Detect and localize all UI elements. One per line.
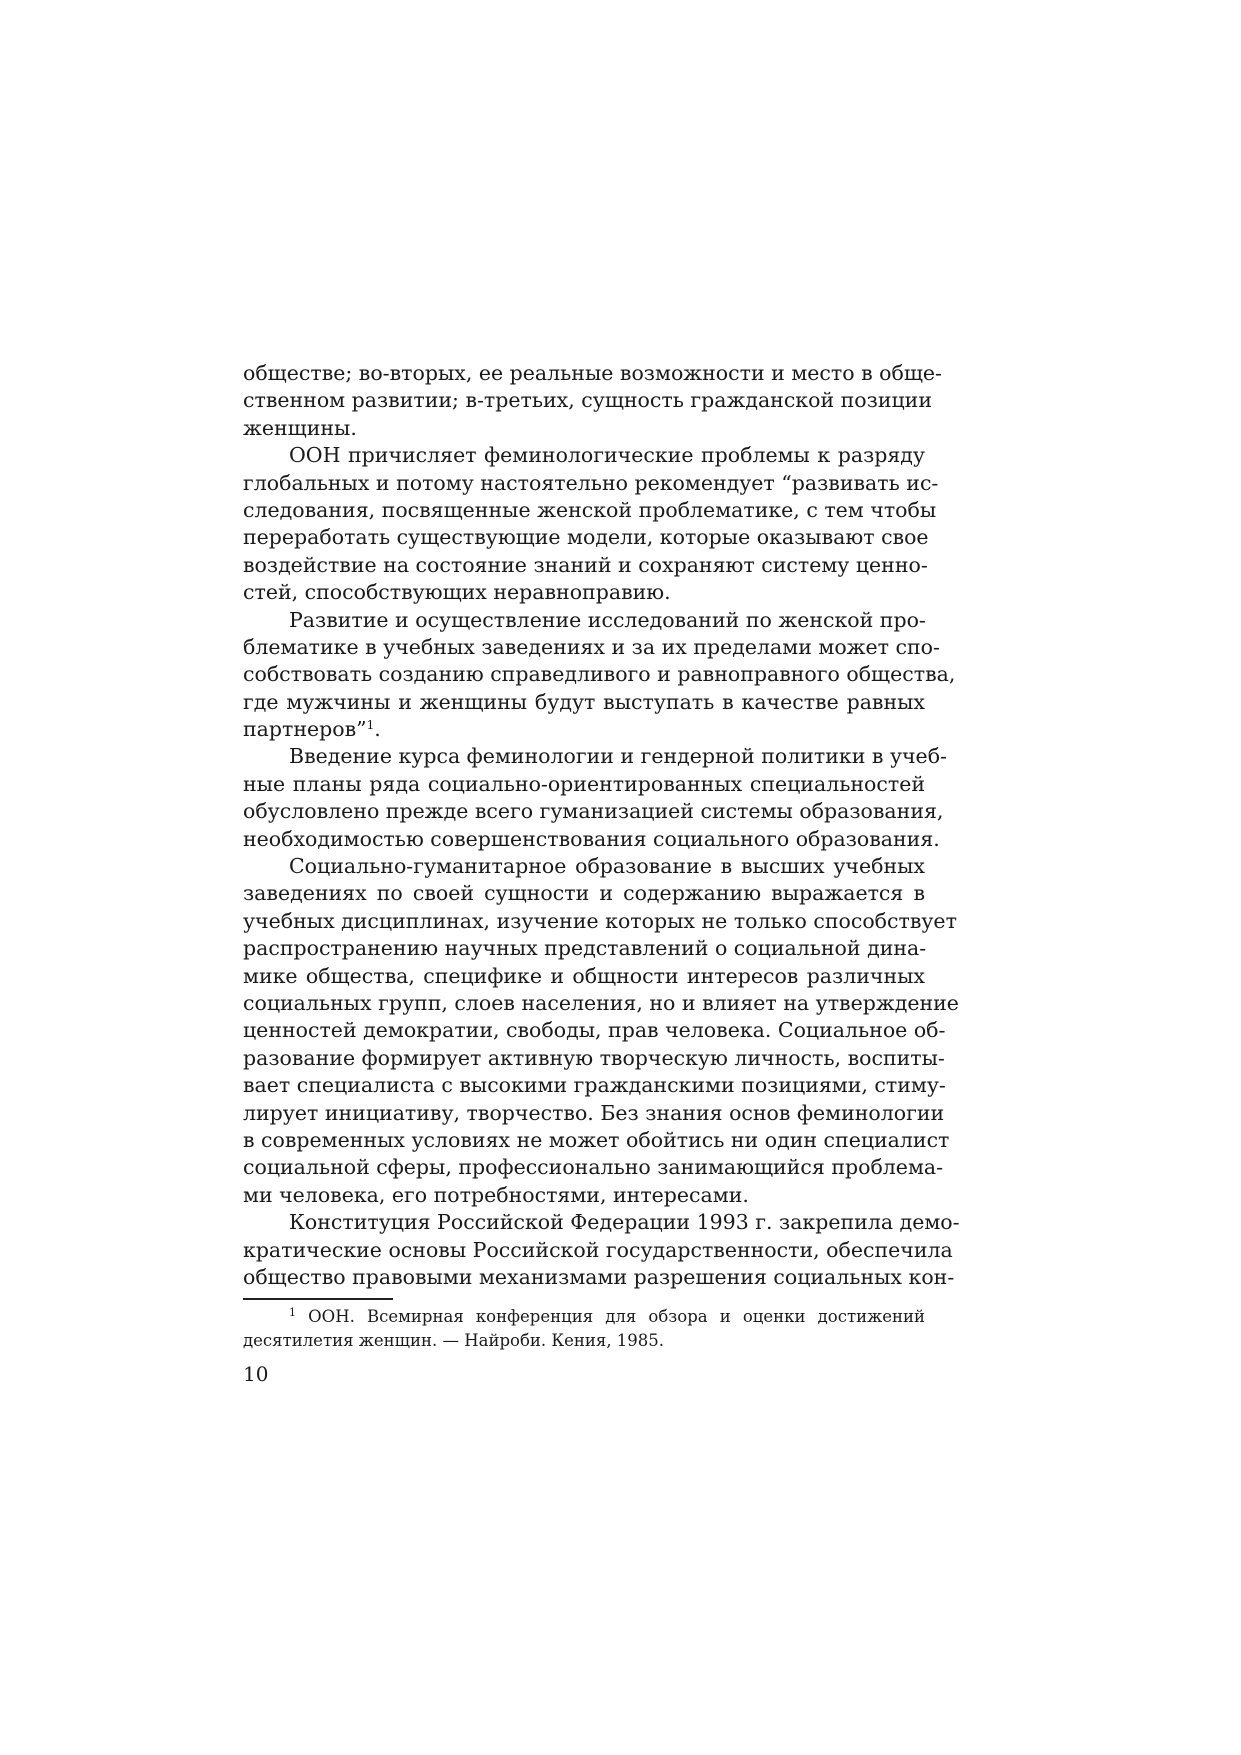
page-number: 10 — [243, 1362, 269, 1386]
footnote — [243, 1305, 925, 1353]
text-line: воздействие на состояние знаний и сохраняют систему ценно- — [243, 552, 928, 577]
text-line: общество правовыми механизмами разрешения социальных кон- — [243, 1264, 955, 1289]
text-line: собствовать созданию справедливого и равноправного общества, — [243, 662, 956, 687]
text-line: разование формирует активную творческую личность, воспиты- — [243, 1045, 945, 1070]
text-line: социальных групп, слоев населения, но и влияет на утверждение — [243, 990, 959, 1015]
text-line: заведениях по своей сущности и содержанию выражается в — [243, 881, 925, 906]
text-line-content: партнеров” — [243, 717, 367, 742]
text-line: ные планы ряда социально-ориентированных специальностей — [243, 771, 925, 796]
text-line: где мужчины и женщины будут выступать в качестве равных — [243, 689, 925, 714]
text-line: обусловлено прежде всего гуманизацией системы образования, — [243, 799, 944, 824]
text-line: глобальных и потому настоятельно рекомендует “развивать ис- — [243, 470, 939, 495]
text-line — [243, 716, 925, 743]
text-line: необходимостью совершенствования социального образования. — [243, 826, 940, 851]
text-line: следования, посвященные женской проблематике, с тем чтобы — [243, 497, 937, 522]
text-line: мике общества, специфике и общности интересов различных — [243, 963, 925, 988]
text-line: стей, способствующих неравноправию. — [243, 580, 671, 605]
text-line-tail: . — [374, 717, 381, 742]
text-line: лирует инициативу, творчество. Без знания основ феминологии — [243, 1100, 945, 1125]
text-line: блематике в учебных заведениях и за их пределами может спо- — [243, 634, 940, 659]
text-line: ственном развитии; в-третьих, сущность гражданской позиции — [243, 388, 933, 413]
text-line: Конституция Российской Федерации 1993 г. закрепила демо- — [289, 1210, 960, 1235]
text-line: переработать существующие модели, которые оказывают свое — [243, 525, 929, 550]
text-line: ми человека, его потребностями, интересами. — [243, 1182, 749, 1207]
footnote-line: десятилетия женщин. — Найроби. Кения, 1985. — [243, 1331, 665, 1350]
text-line: учебных дисциплинах, изучение которых не только способствует — [243, 908, 957, 933]
text-line: в современных условиях не может обойтись ни один специалист — [243, 1127, 950, 1152]
footnote-marker: 1 — [289, 1306, 296, 1319]
text-line: вает специалиста с высокими гражданскими позициями, стиму- — [243, 1073, 946, 1098]
footnote-divider — [243, 1298, 393, 1300]
text-line: женщины. — [243, 415, 357, 440]
text-line: ООН причисляет феминологические проблемы к разряду — [289, 443, 925, 468]
text-line: распространению научных представлений о социальной дина- — [243, 936, 927, 961]
text-line: кратические основы Российской государственности, обеспечила — [243, 1237, 953, 1262]
footnote-text: ООН. Всемирная конференция для обзора и оценки достижений — [308, 1307, 926, 1326]
text-line: ценностей демократии, свободы, прав человека. Социальное об- — [243, 1018, 946, 1043]
text-line: Развитие и осуществление исследований по женской про- — [289, 607, 926, 632]
footnote-line — [243, 1305, 925, 1329]
text-line: социальной сферы, профессионально занимающийся проблема- — [243, 1155, 944, 1180]
footnote-ref[interactable]: 1 — [366, 718, 375, 733]
page-body-text — [243, 360, 960, 1291]
text-line: обществе; во-вторых, ее реальные возможности и место в обще- — [243, 361, 942, 385]
text-line: Социально-гуманитарное образование в высших учебных — [289, 854, 925, 879]
text-line: Введение курса феминологии и гендерной политики в учеб- — [289, 744, 947, 769]
